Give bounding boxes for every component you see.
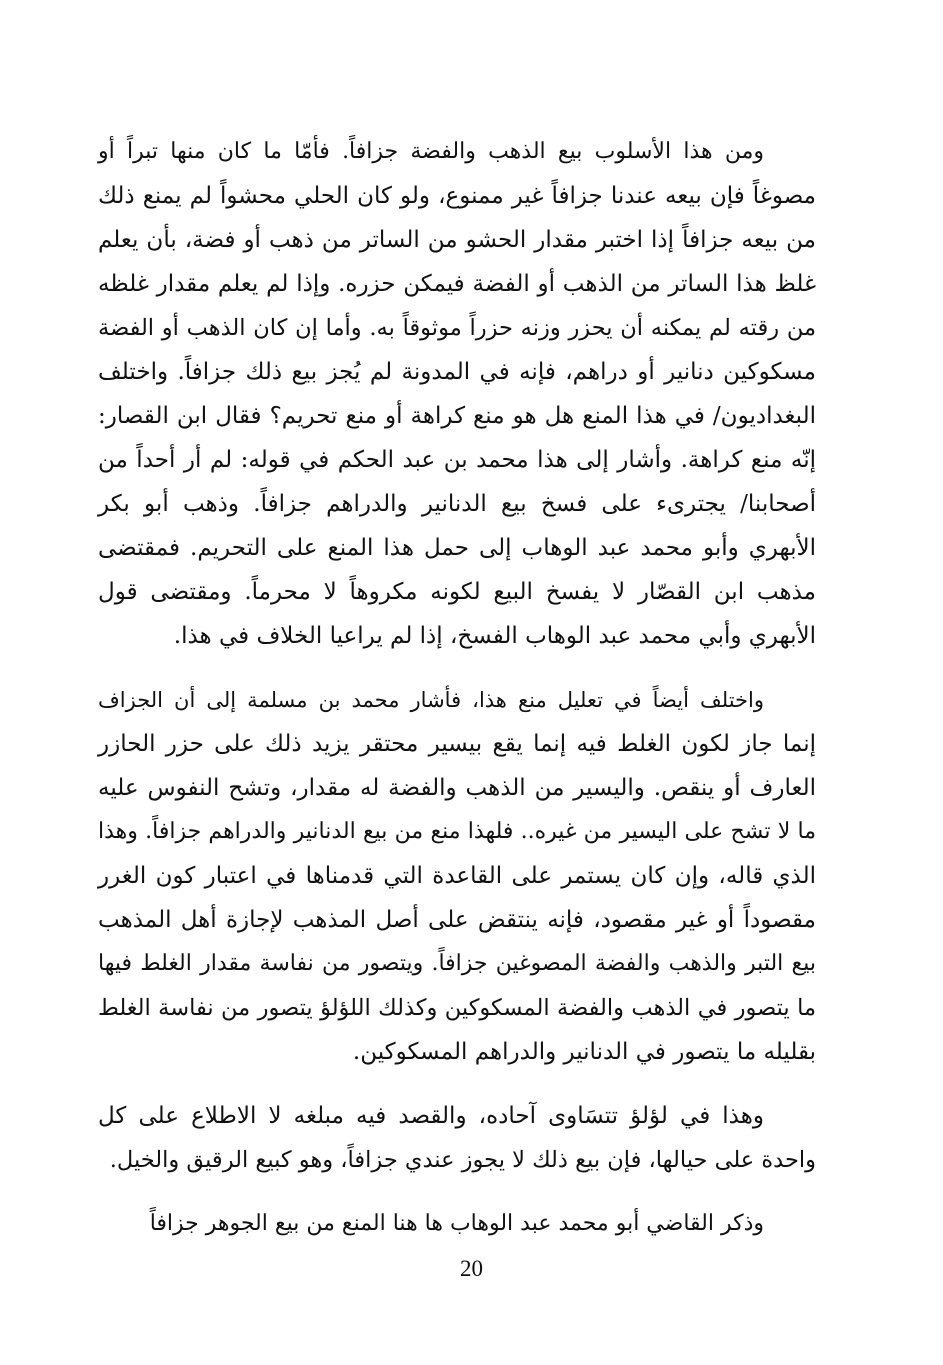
text-line: أصحابنا/ يجترىء على فسخ بيع الدنانير والدراهم جزافاً. وذهب أبو بكر	[98, 491, 816, 517]
text-line: وذكر القاضي أبو محمد عبد الوهاب ها هنا المنع من بيع الجوهر جزافاً	[149, 1211, 764, 1236]
page-number: 20	[460, 1256, 483, 1281]
paragraph-3	[98, 1094, 816, 1182]
text-line: العارف أو ينقص. واليسير من الذهب والفضة له مقدار، وتشح النفوس عليه	[98, 775, 816, 801]
text-line: البغداديون/ في هذا المنع هل هو منع كراهة أو منع تحريم؟ فقال ابن القصار:	[98, 403, 816, 429]
text-line: من بيعه جزافاً إذا اختبر مقدار الحشو من الساتر من ذهب أو فضة، بأن يعلم	[98, 227, 816, 253]
text-line: وهذا في لؤلؤ تتسَاوى آحاده، والقصد فيه مبلغه لا الاطلاع على كل	[98, 1103, 764, 1129]
text-line: مقصوداً أو غير مقصود، فإنه ينتقض على أصل المذهب لإجازة أهل المذهب	[98, 907, 816, 933]
text-line: الذي قاله، وإن كان يستمر على القاعدة التي قدمناها في اعتبار كون الغرر	[98, 863, 816, 889]
text-line: من رقته لم يمكنه أن يحزر وزنه حزراً موثوقاً به. وأما إن كان الذهب أو الفضة	[98, 315, 816, 341]
text-line: إنّه منع كراهة. وأشار إلى هذا محمد بن عبد الحكم في قوله: لم أر أحداً من	[98, 447, 816, 473]
paragraph-2	[98, 678, 816, 1074]
text-line: غلظ هذا الساتر من الذهب أو الفضة فيمكن حزره. وإذا لم يعلم مقدار غلظه	[98, 271, 816, 297]
text-line: واختلف أيضاً في تعليل منع هذا، فأشار محمد بن مسلمة إلى أن الجزاف	[98, 688, 764, 712]
text-line: ما لا تشح على اليسير من غيره.. فلهذا منع من بيع الدنانير والدراهم جزافاً. وهذا	[98, 819, 816, 844]
text-line: إنما جاز لكون الغلط فيه إنما يقع بيسير محتقر يزيد ذلك على حزر الحازر	[98, 731, 816, 757]
paragraph-1	[98, 130, 816, 658]
text-line: واحدة على حيالها، فإن بيع ذلك لا يجوز عندي جزافاً، وهو كبيع الرقيق والخيل.	[109, 1147, 816, 1173]
text-line: ما يتصور في الذهب والفضة المسكوكين وكذلك اللؤلؤ يتصور من نفاسة الغلط	[98, 995, 816, 1021]
text-line: الأبهري وأبي محمد عبد الوهاب الفسخ، إذا لم يراعيا الخلاف في هذا.	[173, 623, 816, 649]
text-line: الأبهري وأبو محمد عبد الوهاب إلى حمل هذا المنع على التحريم. فمقتضى	[98, 535, 816, 561]
text-line: مذهب ابن القصّار لا يفسخ البيع لكونه مكروهاً لا محرماً. ومقتضى قول	[98, 579, 816, 605]
text-line: بيع التبر والذهب والفضة المصوغين جزافاً. ويتصور من نفاسة مقدار الغلط فيها	[98, 951, 816, 976]
text-line: مصوغاً فإن بيعه عندنا جزافاً غير ممنوع، ولو كان الحلي محشواً لم يمنع ذلك	[98, 183, 816, 209]
text-line: ومن هذا الأسلوب بيع الذهب والفضة جزافاً. فأمّا ما كان منها تبراً أو	[98, 139, 764, 164]
page-body	[98, 130, 816, 1266]
text-line: مسكوكين دنانير أو دراهم، فإنه في المدونة لم يُجز بيع ذلك جزافاً. واختلف	[98, 359, 816, 385]
paragraph-4	[98, 1202, 816, 1246]
text-line: بقليله ما يتصور في الدنانير والدراهم المسكوكين.	[352, 1039, 816, 1065]
